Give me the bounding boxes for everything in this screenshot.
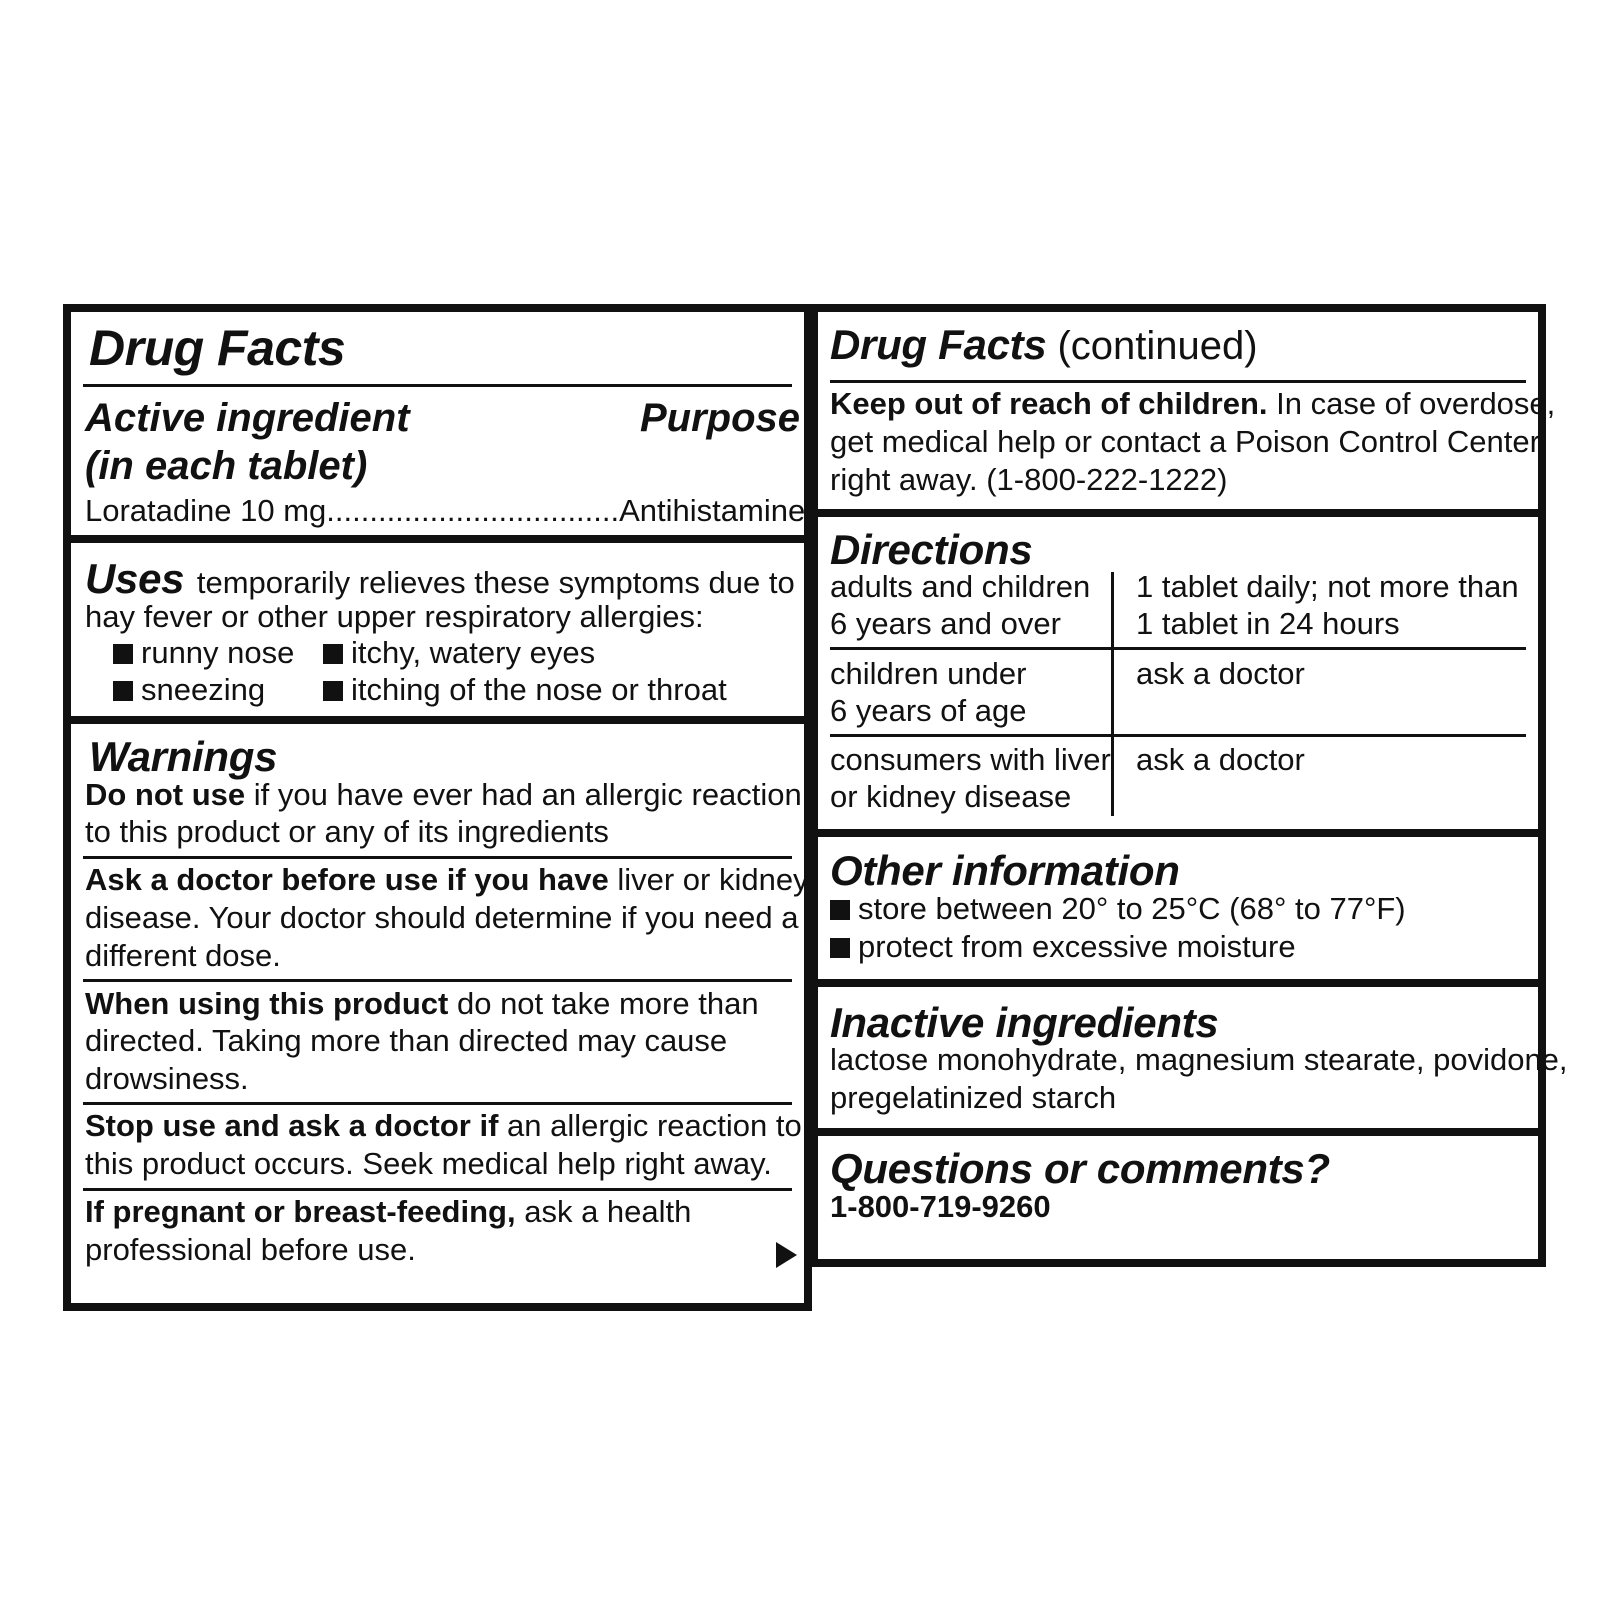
other-information-item: protect from excessive moisture <box>830 928 1296 966</box>
warning-stop-use-2: this product occurs. Seek medical help right away. <box>85 1146 772 1181</box>
drug-facts-panel-right <box>810 304 1568 1267</box>
directions-who: children under <box>830 656 1027 691</box>
warning-when-using-2: directed. Taking more than directed may cause <box>85 1023 728 1058</box>
uses-text-1: temporarily relieves these symptoms due to <box>196 565 795 600</box>
warning-divider <box>83 979 792 982</box>
keep-out-line-3: right away. (1-800-222-1222) <box>830 462 1228 497</box>
uses-bullet: itching of the nose or throat <box>323 671 727 709</box>
uses-line-1 <box>85 556 795 602</box>
warning-when-using-3: drowsiness. <box>85 1061 249 1096</box>
warning-do-not-use: Do not use if you have ever had an allergic reaction <box>85 777 802 812</box>
directions-column-divider <box>1111 572 1114 816</box>
directions-dose: 1 tablet daily; not more than <box>1136 569 1519 604</box>
directions-who: 6 years and over <box>830 606 1061 641</box>
keep-out-line-1: Keep out of reach of children. In case of overdose, <box>830 386 1556 421</box>
warning-divider <box>83 856 792 859</box>
warning-do-not-use-2: to this product or any of its ingredients <box>85 814 609 849</box>
active-ingredient-heading: Active ingredient <box>85 396 410 440</box>
bullet-square-icon <box>323 681 343 701</box>
warning-ask-doctor-2: disease. Your doctor should determine if you need a <box>85 900 799 935</box>
directions-row-divider <box>830 734 1526 737</box>
ingredient-purpose: Antihistamine <box>619 493 806 528</box>
directions-who: consumers with liver <box>830 742 1111 777</box>
uses-text-2: hay fever or other upper respiratory allergies: <box>85 599 704 634</box>
warning-ask-doctor-3: different dose. <box>85 938 281 973</box>
uses-heading: Uses <box>85 555 185 602</box>
questions-heading: Questions or comments? <box>830 1145 1330 1192</box>
directions-who: 6 years of age <box>830 693 1027 728</box>
section-divider <box>818 509 1538 517</box>
section-divider <box>818 1128 1538 1136</box>
warning-pregnant: If pregnant or breast-feeding, ask a health <box>85 1194 692 1229</box>
inactive-ingredients-line-1: lactose monohydrate, magnesium stearate, povidone, <box>830 1042 1568 1077</box>
inactive-ingredients-line-2: pregelatinized starch <box>830 1080 1117 1115</box>
warning-ask-doctor: Ask a doctor before use if you have liver or kidney <box>85 862 809 897</box>
bullet-square-icon <box>830 938 850 958</box>
section-divider <box>818 979 1538 987</box>
drug-facts-continued-title: Drug Facts (continued) <box>830 321 1258 368</box>
uses-bullet: runny nose <box>113 634 294 672</box>
directions-who: or kidney disease <box>830 779 1072 814</box>
warning-divider <box>83 1188 792 1191</box>
ingredient-name: Loratadine 10 mg <box>85 493 327 528</box>
title-divider <box>830 380 1526 383</box>
warning-stop-use: Stop use and ask a doctor if an allergic reaction to <box>85 1108 802 1143</box>
title-divider <box>83 384 792 387</box>
purpose-heading: Purpose <box>639 396 800 440</box>
continue-arrow-icon <box>776 1242 797 1268</box>
leader-dots: .................................. <box>326 493 620 528</box>
active-ingredient-subheading: (in each tablet) <box>85 444 368 488</box>
section-divider <box>818 829 1538 837</box>
drug-facts-panel-left <box>63 304 812 1311</box>
directions-who: adults and children <box>830 569 1091 604</box>
directions-dose: ask a doctor <box>1136 742 1305 777</box>
drug-facts-title: Drug Facts <box>89 320 346 376</box>
uses-bullet: itchy, watery eyes <box>323 634 595 672</box>
other-information-heading: Other information <box>830 847 1180 894</box>
directions-heading: Directions <box>830 526 1033 573</box>
directions-dose: 1 tablet in 24 hours <box>1136 606 1400 641</box>
bullet-square-icon <box>113 644 133 664</box>
inactive-ingredients-heading: Inactive ingredients <box>830 999 1219 1046</box>
bullet-square-icon <box>830 900 850 920</box>
warning-pregnant-2: professional before use. <box>85 1232 416 1267</box>
warnings-heading: Warnings <box>89 733 278 780</box>
questions-phone: 1-800-719-9260 <box>830 1189 1051 1224</box>
uses-bullet: sneezing <box>113 671 265 709</box>
bullet-square-icon <box>323 644 343 664</box>
directions-row-divider <box>830 647 1526 650</box>
directions-dose: ask a doctor <box>1136 656 1305 691</box>
other-information-item: store between 20° to 25°C (68° to 77°F) <box>830 890 1406 928</box>
keep-out-line-2: get medical help or contact a Poison Control Center <box>830 424 1540 459</box>
warning-divider <box>83 1102 792 1105</box>
ingredient-line <box>85 492 805 530</box>
warning-when-using: When using this product do not take more than <box>85 986 759 1021</box>
section-divider <box>71 535 804 543</box>
bullet-square-icon <box>113 681 133 701</box>
section-divider <box>71 716 804 724</box>
